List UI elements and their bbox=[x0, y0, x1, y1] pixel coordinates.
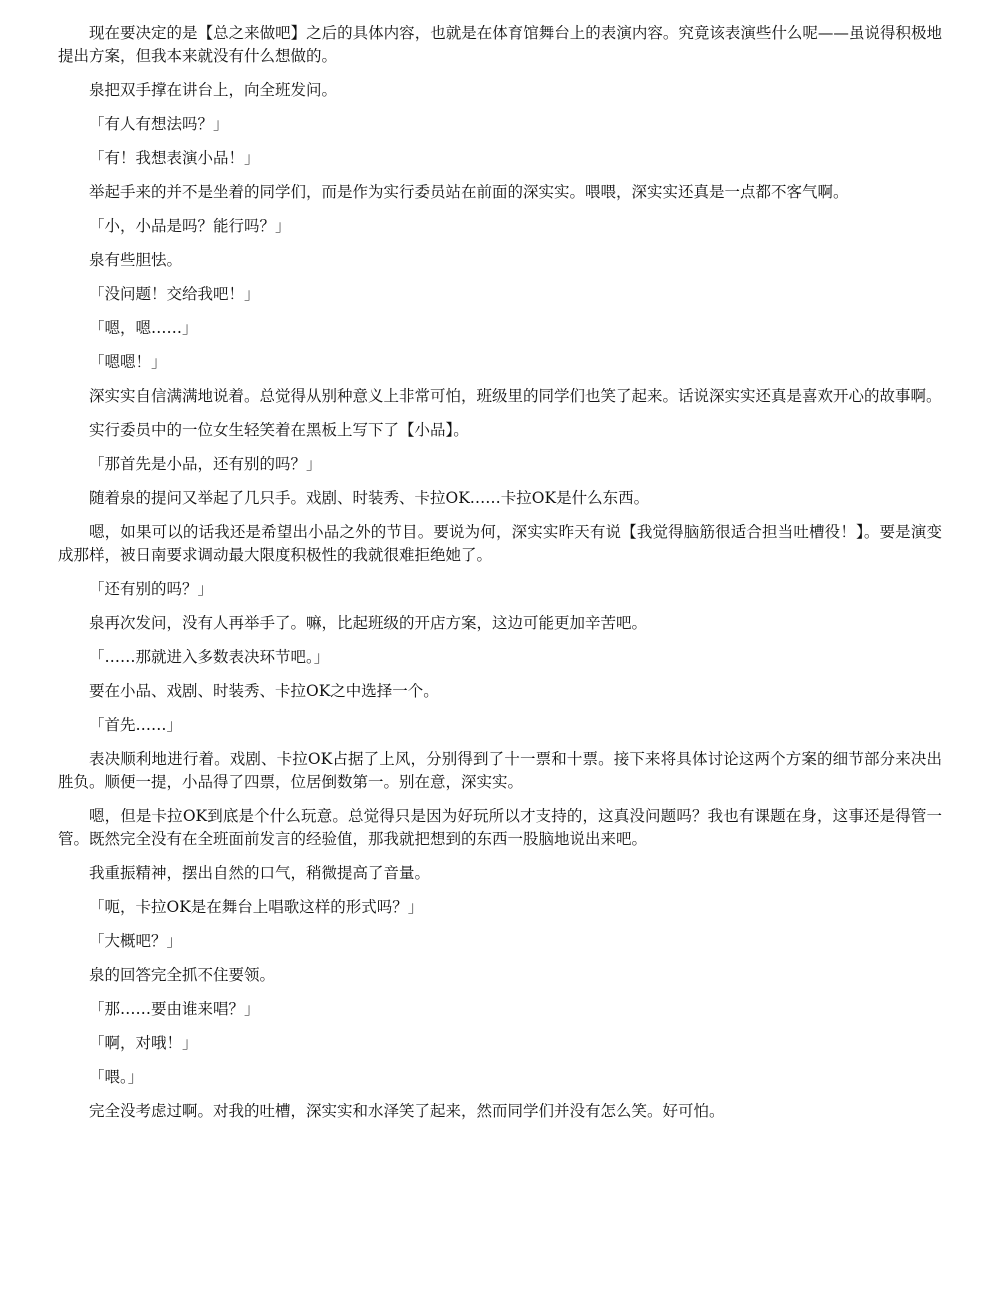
paragraph: 「还有别的吗？」 bbox=[89, 580, 214, 598]
paragraph: 「嗯嗯！」 bbox=[89, 353, 167, 371]
paragraph: 嗯，但是卡拉OK到底是个什么玩意。总觉得只是因为好玩所以才支持的，这真没问题吗？我也有课题在身，这事还是得管一管。既然完全没有在全班面前发言的经验值，那我就把想到的东西一股脑地说出来吧。 bbox=[58, 807, 942, 848]
paragraph: 泉把双手撑在讲台上，向全班发问。 bbox=[89, 81, 338, 99]
paragraph: 我重振精神，摆出自然的口气，稍微提高了音量。 bbox=[89, 864, 431, 882]
paragraph: 「……那就进入多数表决环节吧。」 bbox=[89, 648, 330, 666]
paragraph: 「喂。」 bbox=[89, 1068, 144, 1086]
paragraph: 「没问题！交给我吧！」 bbox=[89, 285, 260, 303]
paragraph: 现在要决定的是【总之来做吧】之后的具体内容，也就是在体育馆舞台上的表演内容。究竟该表演些什么呢——虽说得积极地提出方案，但我本来就没有什么想做的。 bbox=[58, 24, 942, 65]
paragraph: 泉的回答完全抓不住要领。 bbox=[89, 966, 276, 984]
paragraph: 「小，小品是吗？能行吗？」 bbox=[89, 217, 291, 235]
paragraph: 「有！我想表演小品！」 bbox=[89, 149, 260, 167]
paragraph: 深实实自信满满地说着。总觉得从别种意义上非常可怕，班级里的同学们也笑了起来。话说深实实还真是喜欢开心的故事啊。 bbox=[89, 387, 942, 405]
paragraph: 泉有些胆怯。 bbox=[89, 251, 183, 269]
paragraph: 「首先……」 bbox=[89, 716, 183, 734]
paragraph: 「大概吧？」 bbox=[89, 932, 183, 950]
paragraph: 「嗯，嗯……」 bbox=[89, 319, 198, 337]
paragraph: 实行委员中的一位女生轻笑着在黑板上写下了【小品】。 bbox=[89, 421, 469, 439]
paragraph: 嗯，如果可以的话我还是希望出小品之外的节目。要说为何，深实实昨天有说【我觉得脑筋很适合担当吐槽役！】。要是演变成那样，被日南要求调动最大限度积极性的我就很难拒绝她了。 bbox=[58, 523, 942, 564]
paragraph: 举起手来的并不是坐着的同学们，而是作为实行委员站在前面的深实实。喂喂，深实实还真是一点都不客气啊。 bbox=[89, 183, 849, 201]
paragraph: 「那首先是小品，还有别的吗？」 bbox=[89, 455, 322, 473]
paragraph: 「呃，卡拉OK是在舞台上唱歌这样的形式吗？」 bbox=[89, 898, 424, 916]
paragraph: 「那……要由谁来唱？」 bbox=[89, 1000, 260, 1018]
paragraph: 「啊，对哦！」 bbox=[89, 1034, 198, 1052]
paragraph: 表决顺利地进行着。戏剧、卡拉OK占据了上风，分别得到了十一票和十票。接下来将具体讨论这两个方案的细节部分来决出胜负。顺便一提，小品得了四票，位居倒数第一。别在意，深实实。 bbox=[58, 750, 942, 791]
paragraph: 完全没考虑过啊。对我的吐槽，深实实和水泽笑了起来，然而同学们并没有怎么笑。好可怕。 bbox=[89, 1102, 725, 1120]
paragraph: 随着泉的提问又举起了几只手。戏剧、时装秀、卡拉OK……卡拉OK是什么东西。 bbox=[89, 489, 650, 507]
paragraph: 「有人有想法吗？」 bbox=[89, 115, 229, 133]
paragraph: 泉再次发问，没有人再举手了。嘛，比起班级的开店方案，这边可能更加辛苦吧。 bbox=[89, 614, 648, 632]
paragraph: 要在小品、戏剧、时装秀、卡拉OK之中选择一个。 bbox=[89, 682, 439, 700]
